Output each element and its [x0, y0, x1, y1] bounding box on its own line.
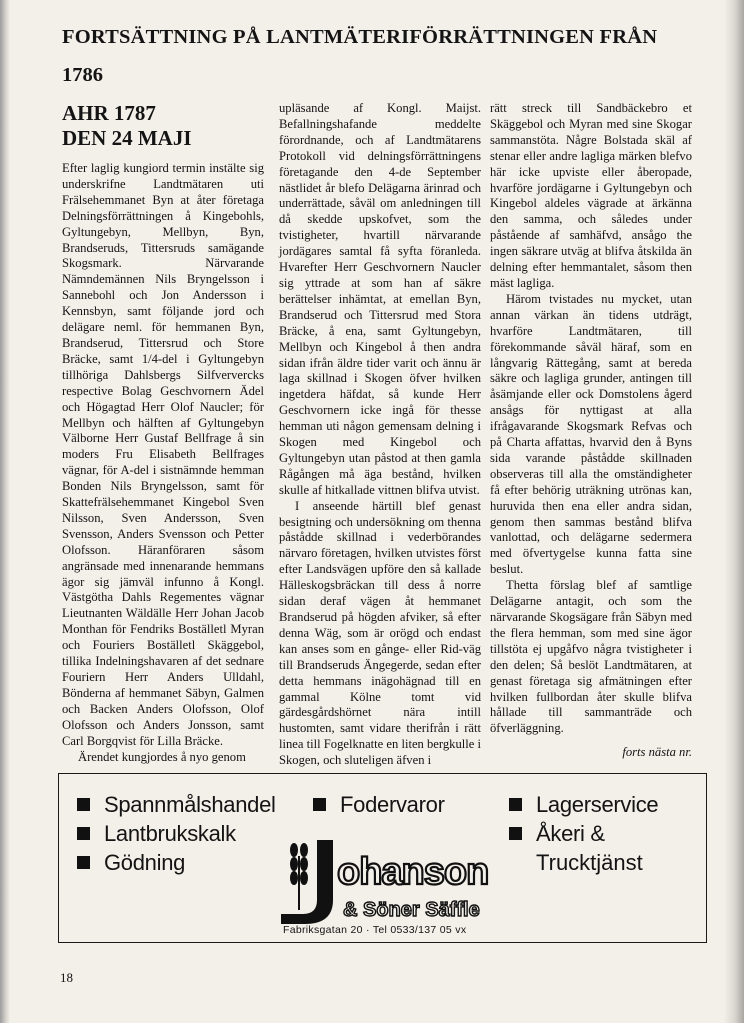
- wheat-icon: [291, 844, 307, 910]
- column-3-paragraph-2: Härom tvistades nu mycket, utan annan värkan än tidens utdrägt, hvarföre Landtmätaren, till förekommande såväl häraf, som en långvarig Rättegång, samt at bereda säkre och lagliga grunder, antingen till åsämjande eller ock Domstolens ågerd ansågs för nyttigast at alla ifrågavarande Skogsmark Refvas och på Charta affattas, hvarvid den å Byns sida varande påstådde skillnaden observeras till alla the omständigheter få efter behörig uträkning utrönas kan, huruvida then ena eller andra sidan, genom then sammas bestånd blifva vanlottad, och delägarne sedermera med öfvertygelse kunna fatta sine beslut.: [490, 291, 692, 577]
- column-3-paragraph-3: Thetta förslag blef af samtlige Delägarne antagit, och som the närvarande Skogsägare från Säbyn med the flera hemman, som med sine ägor tillstöta ej upgåfvo några tvistigheter i den delen; Så beslöt Landtmätaren, at genast företaga sig afmätningen efter hvilken fullbordan åter skulle blifva hållade till sammanträde och öfverläggning.: [490, 578, 692, 736]
- page-edge-shadow: [724, 0, 744, 1023]
- bullet-icon: [77, 856, 90, 869]
- johanson-logo: [277, 836, 497, 926]
- ad-address: Fabriksgatan 20 · Tel 0533/137 05 vx: [283, 924, 467, 936]
- page-number: 18: [60, 970, 73, 985]
- ad-item: [77, 848, 276, 877]
- logo-wordmark: ohanson: [337, 851, 489, 893]
- subhead-line-2: DEN 24 MAJI: [62, 126, 192, 150]
- subhead-line-1: AHR 1787: [62, 101, 156, 125]
- column-3-paragraph-1: rätt streck till Sandbäckebro et Skäggebol och Myran med sine Skogar sammanstöta. Någre Bolstada skäl af stenar eller andre lagliga märken blefvo här icke upviste eller åberopade, hvarföre jordägarne i Gyltungebyn och Kingebol aldeles vägrade at ärkänna den samma, och således under påstående af samhäfvd, ansågo the ingen säkrare utväg at blifva åtskilda än delning efter hemmantalet, såsom then mäst lagliga.: [490, 101, 692, 290]
- bullet-icon: [77, 827, 90, 840]
- bullet-icon: [77, 798, 90, 811]
- bullet-icon: [313, 798, 326, 811]
- column-2-paragraph-2: I anseende härtill blef genast besigtning och undersökning om thenna påstådde skillnad i vederbörandes närvaro företagen, hvilken utvistes först efter Landsvägen upföre den så kallade Hälleskogsbräckan till dess å norre sidan deraf vägen åt hemmanet Brandserud på högden afviker, så efter denna Wäg, som är orögd och endast kan anses som en gånge- eller Rid-väg till Brandseruds Ängegerde, sedan efter detta hemmans inägohägnad till en gammal Kölne tomt vid gärdesgårdshörnet nära intill hustomten, samt vidare therifrån i rätt linea till Fogelknatte en liten bergkulle i Skogen, och sluteligen äfven i: [279, 498, 481, 768]
- ad-item-continued: Trucktjänst: [536, 850, 643, 875]
- headline-year: 1786: [62, 64, 103, 86]
- column-2: [279, 101, 481, 769]
- ad-item: [313, 790, 445, 819]
- column-1-paragraph-2: Ärendet kungjordes å nyo genom: [78, 749, 246, 764]
- ad-item-label: Åkeri &: [536, 821, 605, 846]
- continued-note: forts nästa nr.: [622, 745, 692, 760]
- subhead: [62, 101, 264, 151]
- logo-subtitle: & Söner Säffle: [343, 899, 480, 921]
- ad-left-list: [77, 790, 276, 877]
- ad-item: [509, 790, 658, 819]
- bullet-icon: [509, 827, 522, 840]
- bullet-icon: [509, 798, 522, 811]
- ad-item-label: Gödning: [104, 850, 186, 875]
- page-spine-shadow: [0, 0, 10, 1023]
- ad-item-label: Lagerservice: [536, 792, 659, 817]
- ad-right-list: [509, 790, 658, 877]
- ad-item: [77, 819, 276, 848]
- column-1-paragraph-1: Efter laglig kungiord termin instälte sig underskrifne Landtmätaren uti Frälsehemmanet Byn at åter företaga Delningsförrättningen å Kingebohls, Gyltungebyn, Mellbyn, Byn, Brandseruds, Tittersruds samägande Skogsmark. Närvarande Nämndemännen Nils Bryngelsson i Sannebohl och Jon Andersson i Kennsbyn, samt följande jord och delägare neml. för hemmanen Byn, Brandserud, Tittersrud och Store Bräcke, samt 1/4-del i Gyltungebyn tillhöriga Dahlsbergs Silfververcks respective Bolag Geschvornern Ädel och Högagtad Herr Olof Naucler; för Mellbyn och hälften af Gyltungebyn Välborne Herr Gustaf Bellfrage å sin moders Fru Elisabeth Bellfrages vägnar, för A-del i sistnämnde hemman Bonden Nils Bryngelsson, samt för Skattefrälsehemmanet Kingebol Sven Nilsson, Sven Andersson, Sven Svensson, Anders Svensson och Petter Olofsson. Häranföraren såsom angränsade med innenarande hemmans ägor sig jämväl infunno å Kongl. Västgötha Dahls Regementes vägnar Lieutnanten Wäldälle Herr Johan Jacob Monthan för Fendriks Boställetl Myran och Fouriers Boställetl Skäggebol, tillika Indelningshavaren af det sednare Fouriern Herr Anders Ulldahl, Bönderna af hemmanet Säbyn, Galmen och Backen Anders Olofsson, Olof Olofsson och Anders Jonsson, samt Carl Borgqvist för Lilla Bräcke.: [62, 161, 264, 748]
- ad-middle-list: [313, 790, 445, 819]
- ad-item: [77, 790, 276, 819]
- column-2-paragraph-1: upläsande af Kongl. Maijst. Befallningshafande meddelte förordnande, och af Landtmätarens Protokoll vid delningsförrättningens företagande den 4-de September nästlidet år blefo Delägarna ärinrad och underrättade, såväl om anledningen till då skedde upskofvet, som the tvistigheter, hvartill närvarande jordägares samtal få syfta föranleda. Hvarefter Herr Geschvornern Naucler sig yttrade at som han af säkre berättelser inhämtat, at emellan Byn, Brandserud och Tittersrud med Stora Bräcke, å ena, samt Gyltungebyn, Mellbyn och Kingebol å then andra sidan ifrån äldre tider varit och ännu är laga skillnad i Skogen öfver hvilken ingetdera häfdat, så kunde Herr Geschvornern icke ingå för thesse hemman uti någon gemensam delning i Skogen med Kingebol och Gyltungebyn utan påstod at then gamla Rågången må äga bestånd, hvilken skulle af hitkallade vittnen blifva utvist.: [279, 101, 481, 497]
- advertisement: [58, 773, 707, 943]
- ad-item-label: Fodervaror: [340, 792, 445, 817]
- ad-item: [509, 819, 658, 848]
- ad-item-label: Lantbrukskalk: [104, 821, 236, 846]
- ad-item-label: Spannmålshandel: [104, 792, 276, 817]
- column-3: [490, 101, 692, 760]
- headline: FORTSÄTTNING PÅ LANTMÄTERIFÖRRÄTTNINGEN FRÅN: [62, 26, 658, 48]
- column-1: [62, 101, 264, 765]
